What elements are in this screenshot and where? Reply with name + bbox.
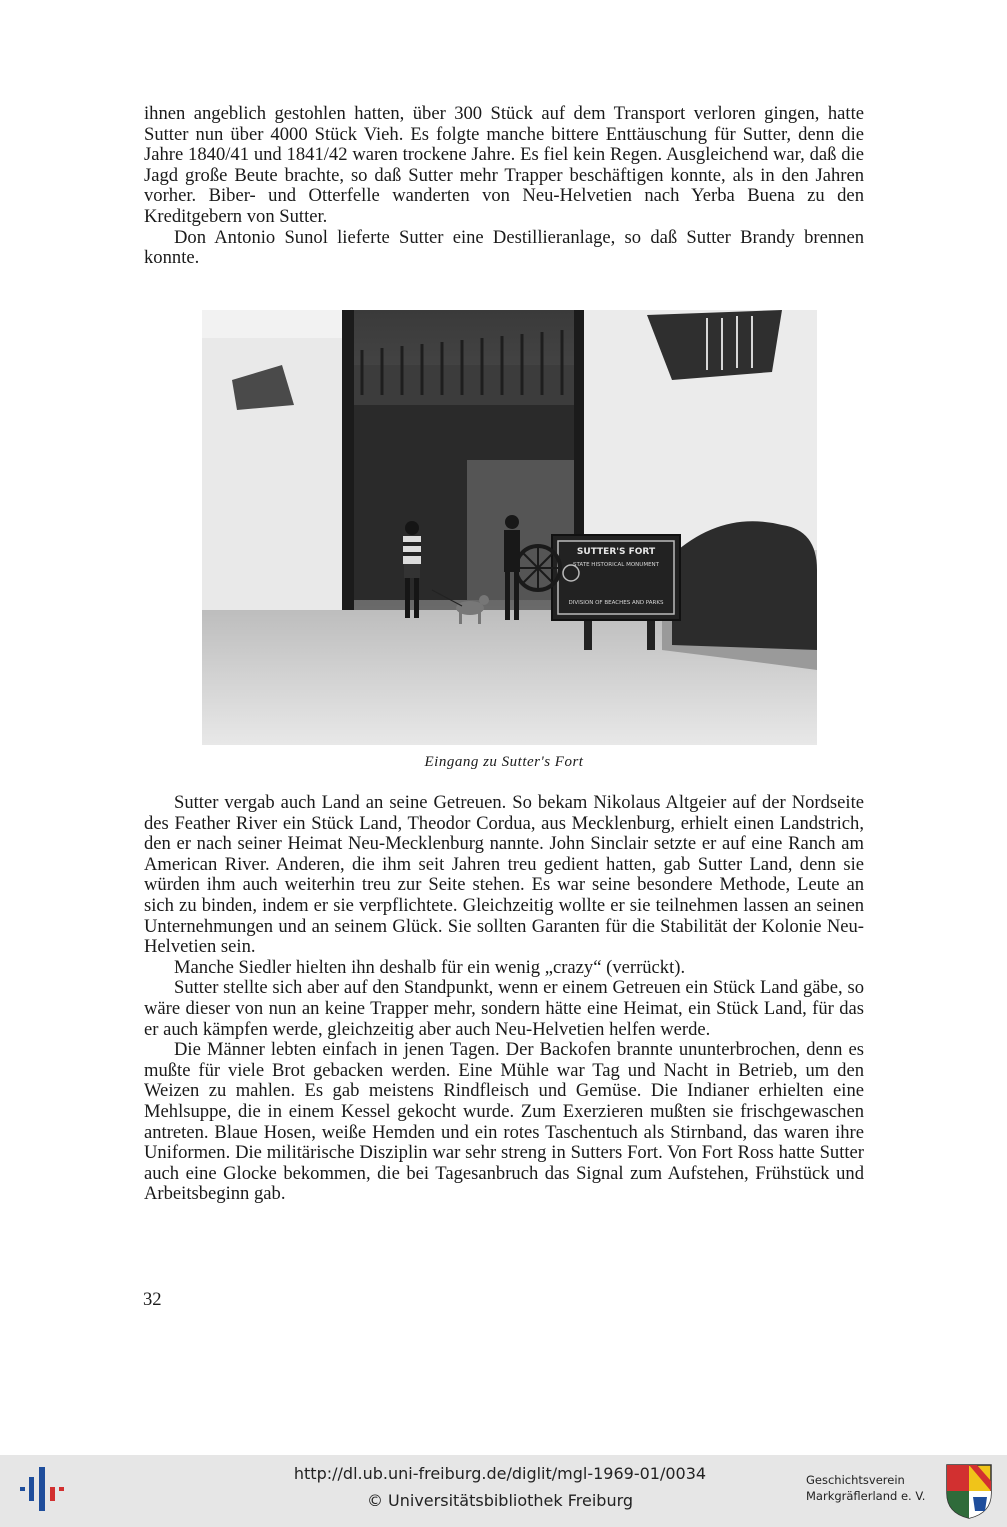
fort-entrance-illustration [202, 310, 817, 745]
paragraph: Manche Siedler hielten ihn deshalb für ein wenig „crazy“ (verrückt). [174, 956, 686, 978]
page-number: 32 [143, 1289, 162, 1310]
coat-of-arms-icon [945, 1463, 993, 1519]
paragraph: Die Männer lebten einfach in jenen Tagen. Der Backofen brannte ununterbrochen, denn es mußte für viele Brot gebacken werden. Eine Mühle war Tag und Nacht in Betrieb, um den Weizen zu mahlen. Es gab meistens Rindfleisch und Gemüse. Die Indianer erhielten eine Mehlsuppe, die in einem Kessel gekocht wurde. Zum Exerzieren mußten sie frischgewaschen antreten. Blaue Hosen, weiße Hemden und ein rotes Taschentuch als Stirnband, das waren ihre Uniformen. Die militärische Disziplin war sehr streng in Sutters Fort. Von Fort Ross hatte Sutter auch eine Glocke bekommen, die bei Tagesanbruch das Signal zum Aufstehen, Frühstück und Arbeitsbeginn gab. [144, 1039, 864, 1205]
paragraph: ihnen angeblich gestohlen hatten, über 300 Stück auf dem Transport verloren gingen, hatte Sutter nun über 4000 Stück Vieh. Es folgte manche bittere Enttäuschung für Sutter, denn die Jahre 1840/41 und 1841/42 waren trockene Jahre. Es fiel kein Regen. Ausgleichend war, daß die Jagd große Beute brachte, so daß Sutter mehr Trapper beschäftigen konnte, als in den Jahren vorher. Biber- und Otterfelle wanderten von Neu-Helvetien nach Yerba Buena zu den Kreditgebern von Sutter. [144, 103, 864, 227]
society-line-1: Geschichtsverein [806, 1473, 905, 1487]
fort-entrance-photo [202, 310, 817, 745]
society-line-2: Markgräflerland e. V. [806, 1489, 926, 1503]
photo-caption: Eingang zu Sutter's Fort [424, 754, 584, 770]
paragraph: Sutter stellte sich aber auf den Standpunkt, wenn er einem Getreuen ein Stück Land gäbe, so wäre dieser von nun an keine Trapper mehr, sondern hätte eine Heimat, ein Stück Land, für das er auch kämpfen werde, gleichzeitig aber auch Neu-Helvetien helfen werde. [144, 977, 864, 1040]
footer-bar [0, 1455, 1007, 1527]
permalink-url[interactable]: http://dl.ub.uni-freiburg.de/diglit/mgl-1969-01/0034 [293, 1464, 707, 1483]
sign-title: SUTTER'S FORT [576, 547, 656, 557]
text-block-bottom [144, 793, 864, 1205]
sign-footer: DIVISION OF BEACHES AND PARKS [568, 600, 664, 606]
copyright-notice: © Universitätsbibliothek Freiburg [366, 1491, 634, 1510]
text-block-top [144, 104, 864, 269]
paragraph: Don Antonio Sunol lieferte Sutter eine Destillieranlage, so daß Sutter Brandy brennen konnte. [144, 226, 864, 269]
paragraph: Sutter vergab auch Land an seine Getreuen. So bekam Nikolaus Altgeier auf der Nordseite des Feather River ein Stück Land, Theodor Cordua, aus Mecklenburg, erhielt einen Landstrich, den er nach seiner Heimat Neu-Mecklenburg nannte. John Sinclair setzte er auf eine Ranch am American River. Anderen, die ihm seit Jahren treu gedient hatten, gab Sutter Land, denn sie würden ihm auch weiterhin treu zur Seite stehen. Es war seine besondere Methode, Leute an sich zu binden, indem er sie verpflichtete. Gleichzeitig wollte er sie teilnehmen lassen an seinen Unternehmungen und an seinem Glück. Sie sollten Garanten für die Stabilität der Kolonie Neu-Helvetien sein. [144, 792, 864, 958]
library-logo-icon[interactable] [20, 1467, 64, 1511]
sign-subtitle: STATE HISTORICAL MONUMENT [572, 562, 660, 568]
society-name [806, 1472, 944, 1504]
